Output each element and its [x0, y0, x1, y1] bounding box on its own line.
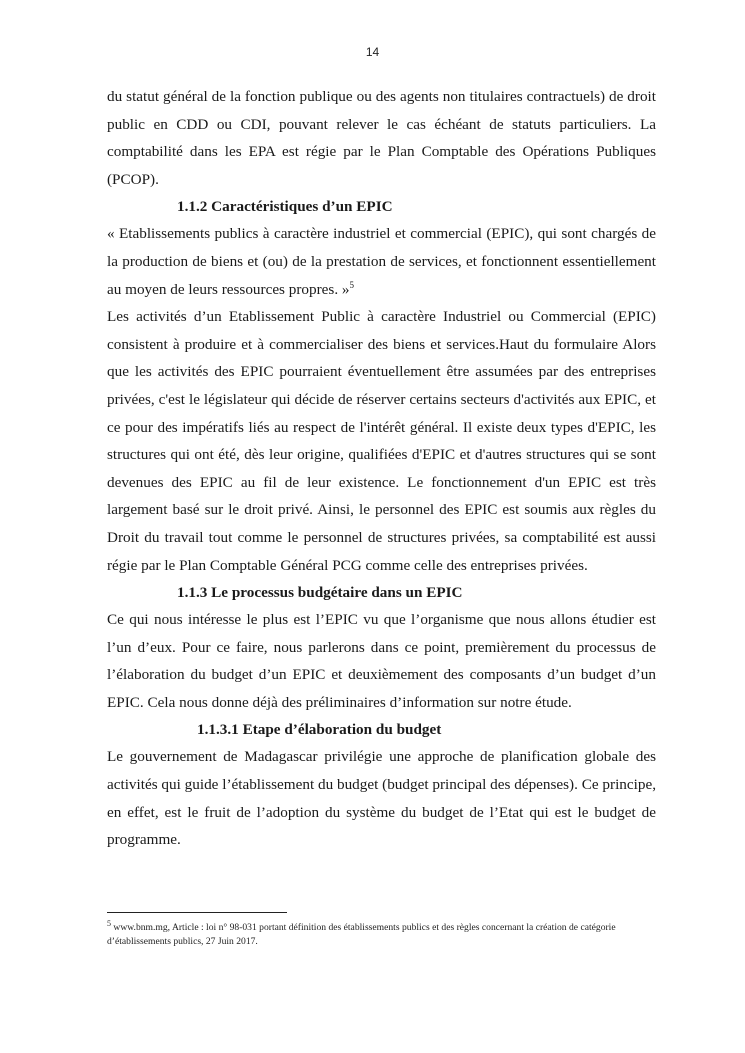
paragraph-interet: Ce qui nous intéresse le plus est l’EPIC vu que l’organisme que nous allons étudier est l’un d’eux. Pour ce faire, nous parlerons dans ce point, premièrement du processus de l’élaboration du budget d’un EPIC et deuxièmement des composants d’un budget d’un EPIC. Cela nous donne déjà des préliminaires d’information sur notre étude.: [107, 611, 656, 711]
paragraph-gouvernement: Le gouvernement de Madagascar privilégie une approche de planification globale des activités qui guide l’établissement du budget (budget principal des dépenses). Ce principe, en effet, est le fruit de l’adoption du système du budget de l’Etat qui est le budget de programme.: [107, 748, 656, 849]
quote-text: « Etablissements publics à caractère industriel et commercial (EPIC), qui sont chargés de la production de biens et (ou) de la prestation de services, et fonctionnent essentiellement au moyen de leurs ressources propres. »: [107, 225, 656, 298]
footnote: [107, 918, 656, 949]
footnote-reference: 5: [349, 279, 355, 290]
footnote-separator: [107, 912, 287, 913]
heading-1-1-2: 1.1.2 Caractéristiques d’un EPIC: [177, 198, 393, 216]
paragraph-statut: du statut général de la fonction publique ou des agents non titulaires contractuels) de droit public en CDD ou CDI, pouvant relever le cas échéant de statuts particuliers. La comptabilité dans les EPA est régie par le Plan Comptable des Opérations Publiques (PCOP).: [107, 88, 656, 188]
footnote-marker: 5: [107, 918, 111, 928]
page-number: 14: [365, 45, 380, 59]
paragraph-definition-quote: [107, 220, 656, 303]
heading-1-1-3-1: 1.1.3.1 Etape d’élaboration du budget: [197, 721, 442, 739]
footnote-text: www.bnm.mg, Article : loi n° 98-031 portant définition des établissements publics et des règles concernant la création de catégorie d’établissements publics, 27 Juin 2017.: [107, 922, 616, 947]
paragraph-activites: Les activités d’un Etablissement Public à caractère Industriel ou Commercial (EPIC) consistent à produire et à commercialiser des biens et services.Haut du formulaire Alors que les activités des EPIC pourraient éventuellement être assumées par des entreprises privées, c'est le législateur qui décide de réserver certains secteurs d'activités aux EPIC, et ce pour des impératifs liés au respect de l'intérêt général. Il existe deux types d'EPIC, les structures qui ont été, dès leur origine, qualifiées d'EPIC et d'autres structures qui se sont devenues des EPIC au fil de leur existence. Le fonctionnement d'un EPIC est très largement basé sur le droit privé. Ainsi, le personnel des EPIC est soumis aux règles du Droit du travail tout comme le personnel de structures privées, sa comptabilité est aussi régie par le Plan Comptable Général PCG comme celle des entreprises privées.: [107, 308, 656, 574]
page-body: [107, 83, 656, 854]
heading-1-1-3: 1.1.3 Le processus budgétaire dans un EPIC: [177, 584, 463, 602]
